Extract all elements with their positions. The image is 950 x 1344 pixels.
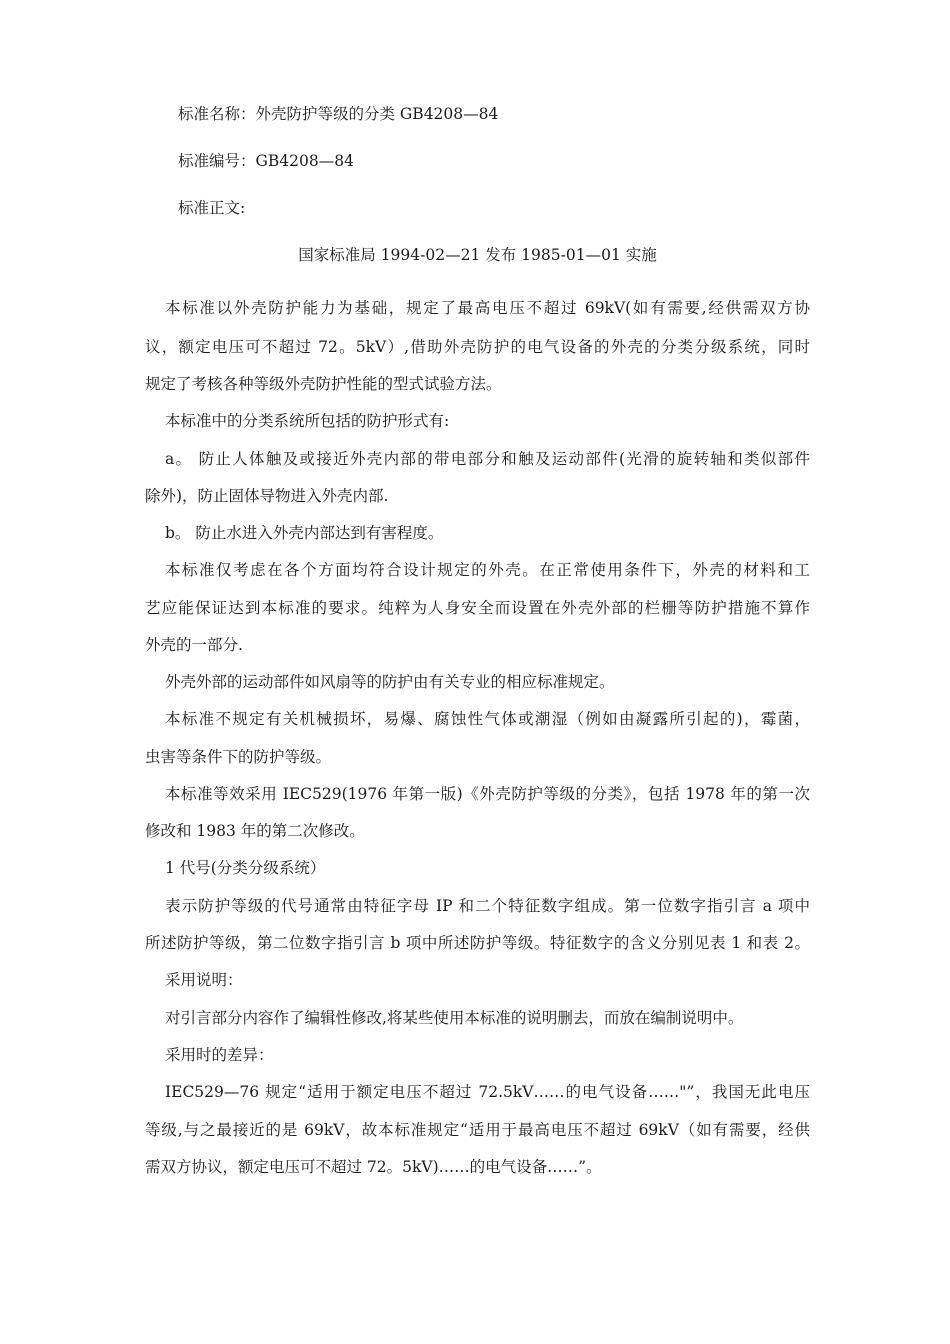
- paragraph-line: 规定了考核各种等级外壳防护性能的型式试验方法。: [145, 375, 502, 393]
- paragraph-line: 所述防护等级，第二位数字指引言 b 项中所述防护等级。特征数字的含义分别见表 1 和表 2。: [145, 934, 810, 952]
- paragraph-line: 需双方协议，额定电压可不超过 72。5kV)……的电气设备……”。: [145, 1158, 602, 1176]
- paragraph-line: 本标准不规定有关机械损坏，易爆、腐蚀性气体或潮湿（例如由凝露所引起的)，霉菌，: [165, 710, 810, 728]
- paragraph-line: 艺应能保证达到本标准的要求。纯粹为人身安全而设置在外壳外部的栏栅等防护措施不算作: [145, 599, 810, 617]
- difference-label: 采用时的差异：: [165, 1046, 274, 1064]
- standard-number-line: 标准编号：GB4208—84: [178, 152, 354, 170]
- paragraph-line: 本标准以外壳防护能力为基础，规定了最高电压不超过 69kV(如有需要,经供需双方协: [165, 299, 810, 317]
- standard-name-line: 标准名称：外壳防护等级的分类 GB4208—84: [178, 105, 499, 123]
- paragraph-line: 外壳的一部分.: [145, 636, 243, 654]
- paragraph-line: 本标准等效采用 IEC529(1976 年第一版)《外壳防护等级的分类》，包括 1978 年的第一次: [165, 785, 810, 803]
- paragraph-line: 议，额定电压可不超过 72。5kV）,借助外壳防护的电气设备的外壳的分类分级系统，同时: [145, 338, 810, 356]
- paragraph-line: 等级,与之最接近的是 69kV，故本标准规定“适用于最高电压不超过 69kV（如有需要，经供: [145, 1121, 810, 1139]
- paragraph-line: 虫害等条件下的防护等级。: [145, 748, 332, 766]
- paragraph-line: 对引言部分内容作了编辑性修改,将某些使用本标准的说明删去，而放在编制说明中。: [165, 1009, 744, 1027]
- paragraph-line: 本标准仅考虑在各个方面均符合设计规定的外壳。在正常使用条件下，外壳的材料和工: [165, 561, 810, 579]
- list-item-a-line: a。 防止人体触及或接近外壳内部的带电部分和触及运动部件(光滑的旋转轴和类似部件: [165, 450, 810, 468]
- publish-line: 国家标准局 1994-02—21 发布 1985-01—01 实施: [298, 246, 657, 264]
- list-item-a-line: 除外)，防止固体导物进入外壳内部.: [145, 487, 389, 505]
- section-heading: 1 代号(分类分级系统）: [165, 859, 326, 877]
- adoption-label: 采用说明：: [165, 971, 243, 989]
- list-item-b: b。 防止水进入外壳内部达到有害程度。: [165, 524, 444, 542]
- paragraph-line: IEC529—76 规定“适用于额定电压不超过 72.5kV……的电气设备……"”，我国无此电压: [165, 1083, 810, 1101]
- paragraph-line: 表示防护等级的代号通常由特征字母 IP 和二个特征数字组成。第一位数字指引言 a 项中: [165, 897, 810, 915]
- body-label: 标准正文:: [178, 199, 246, 217]
- paragraph-line: 本标准中的分类系统所包括的防护形式有:: [165, 412, 450, 430]
- paragraph-line: 外壳外部的运动部件如风扇等的防护由有关专业的相应标准规定。: [165, 673, 615, 691]
- paragraph-line: 修改和 1983 年的第二次修改。: [145, 822, 365, 840]
